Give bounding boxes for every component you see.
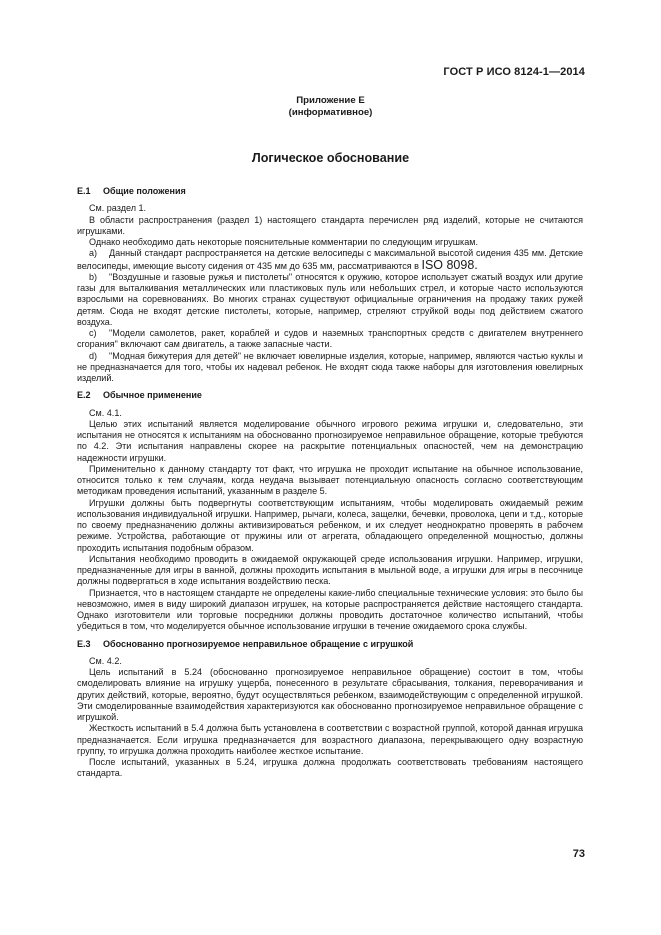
section-heading-e2 [77, 390, 583, 401]
list-label: d) [89, 350, 98, 361]
paragraph: Применительно к данному стандарту тот факт, что игрушка не проходит испытание на обычное использование, относится только к тем случаям, когда неудача вызывает потенциальную опасность согласно соответствующим методикам проведения испытаний, указанным в разделе 5. [77, 463, 583, 497]
page-number: 73 [572, 848, 585, 860]
list-item-b [77, 272, 583, 328]
list-label: b) [89, 271, 98, 282]
iso-reference: ISO 8098. [421, 257, 478, 272]
paragraph: Цель испытаний в 5.24 (обоснованно прогнозируемое неправильное обращение) состоит в том, чтобы смоделировать влияние на игрушку ущерба, понесенного в результате сбрасывания, толкания, переворачивания и других действий, которые, вероятно, будут осуществляться ребенком, взаимодействующим с определенной игрушкой. Эти смоделированные взаимодействия характеризуются как обоснованно прогнозируемое неправильное обращение с игрушкой. [77, 667, 583, 722]
annex-title: Приложение Е [296, 95, 365, 106]
section-reference: См. 4.1. [89, 407, 122, 418]
section-number: Е.3 [77, 638, 91, 649]
standard-designation: ГОСТ Р ИСО 8124-1—2014 [443, 66, 585, 78]
section-number: Е.2 [77, 390, 91, 401]
section-reference: См. раздел 1. [89, 203, 147, 214]
paragraph: Признается, что в настоящем стандарте не определены какие-либо специальные технические условия: это было бы невозможно, имея в виду широкий диапазон игрушек, на которые распространяется действие настоящего стандарта. Однако изготовители или торговые посредники должны проводить достаточное количество испытаний, чтобы убедиться в том, что моделируется обычное использование игрушки в течение ожидаемого срока службы. [77, 587, 583, 632]
section-heading-e1 [77, 186, 583, 197]
list-text: "Модная бижутерия для детей" не включает ювелирные изделия, которые, например, являются частью куклы и не предназначается для того, чтобы их надевал ребенок. Не входят сюда также наборы для изготовления ювелирных изделий. [77, 350, 583, 383]
paragraph: После испытаний, указанных в 5.24, игрушка должна продолжать соответствовать требованиям настоящего стандарта. [77, 757, 583, 779]
paragraph: Игрушки должны быть подвергнуты соответствующим испытаниям, чтобы моделировать ожидаемый режим использования индивидуальной игрушки. Например, рычаги, колеса, защелки, бечевки, проволока, цепи и т.д., которые по своему предназначению должны активизироваться ребенком, и их следует неоднократно проверять в рабочем режиме. Устройства, работающие от пружины или от агрегата, обладающего определенной мощностью, должны проходить испытания подобным образом. [77, 497, 583, 553]
section-number: Е.1 [77, 186, 91, 196]
list-text: Данный стандарт распространяется на детские велосипеды с максимальной высотой сидения 435 мм. Детские велосипеды, имеющие высоту сидения от 435 мм до 635 мм, рассматриваются в [77, 248, 583, 271]
list-item-c [77, 328, 583, 351]
paragraph: Жесткость испытаний в 5.4 должна быть установлена в соответствии с возрастной группой, которой данная игрушка предназначается. Если игрушка предназначается для возрастного диапазона, перекрывающего одну возрастную группу, то игрушка должна проходить наиболее жесткое испытание. [77, 723, 583, 756]
section-title: Обычное применение [103, 390, 202, 401]
list-text: "Воздушные и газовые ружья и пистолеты" относятся к оружию, которое использует сжатый воздух или другие газы для выталкивания металлических или пластиковых пуль или небольших стрел, и которые часто используются взрослыми на соревнованиях. Во многих странах существуют официальные ограничения на продажу таких ружей детям. Сюда не входят детские пистолеты, которые, например, стреляют струйкой воды под действием сжатого воздуха. [77, 271, 583, 327]
paragraph: Целью этих испытаний является моделирование обычного игрового режима игрушки и, следовательно, эти испытания не относятся к испытаниям на обоснованно прогнозируемое неправильное обращение, которые требуются по 4.2. Эти испытания направлены скорее на раскрытие потенциальных опасностей, чем на демонстрацию надежности игрушки. [77, 418, 583, 463]
section-title: Общие положения [103, 186, 186, 196]
document-title: Логическое обоснование [251, 151, 410, 165]
section-title: Обоснованно прогнозируемое неправильное обращение с игрушкой [103, 638, 414, 649]
annex-heading [0, 95, 661, 119]
list-label: с) [89, 328, 97, 338]
section-heading-e3 [77, 639, 583, 650]
list-item-a [77, 248, 583, 272]
paragraph: Испытания необходимо проводить в ожидаемой окружающей среде использования игрушки. Например, игрушки, предназначенные для игры в ванной, должны проходить испытания в мыльной воде, а игрушки для игры в песочнице должны подвергаться в ходе испытания воздействию песка. [77, 553, 583, 587]
annex-subtitle: (информативное) [288, 107, 373, 118]
document-body [77, 186, 583, 780]
section-reference: См. 4.2. [89, 655, 122, 666]
paragraph: Однако необходимо дать некоторые пояснительные комментарии по следующим игрушкам. [89, 237, 478, 247]
list-label: а) [89, 248, 98, 259]
paragraph: В области распространения (раздел 1) настоящего стандарта перечислен ряд изделий, которые не считаются игрушками. [77, 214, 583, 236]
list-item-d [77, 351, 583, 385]
list-text: "Модели самолетов, ракет, кораблей и судов и наземных транспортных средств с двигателем внутреннего сгорания" включают сам двигатель, а также запасные части. [77, 328, 583, 350]
